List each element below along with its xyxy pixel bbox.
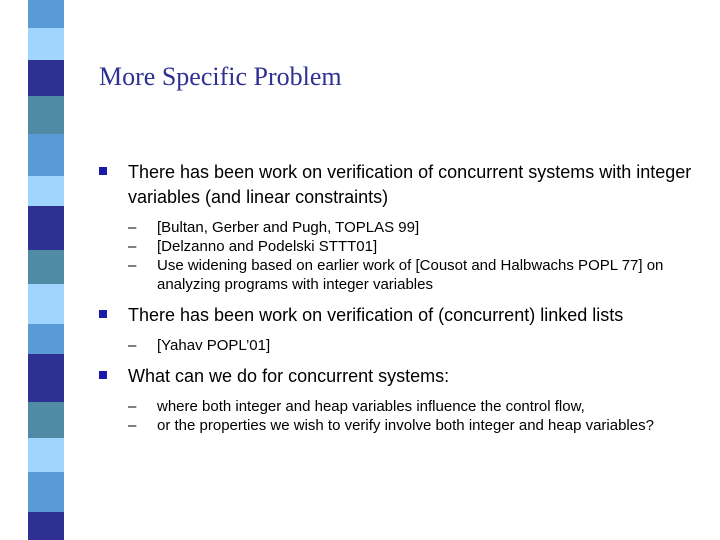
dash-icon: – [128,219,137,236]
bullet-item [99,364,699,435]
dash-icon: – [128,398,137,415]
square-bullet-icon [99,310,107,318]
decorative-color-strip [28,0,64,540]
sub-bullet: – [Delzanno and Podelski STTT01] [128,238,378,255]
slide-title: More Specific Problem [99,62,342,91]
sub-bullet: – [Yahav POPL’01] [128,337,271,354]
dash-icon: – [128,337,137,354]
bullet-item [99,303,699,355]
bullet-text: There has been work on verification of concurrent systems with integer variables (and linear constraints) [128,162,692,207]
sub-bullet: – or the properties we wish to verify involve both integer and heap variables? [128,417,654,434]
dash-icon: – [128,417,137,434]
sub-bullet: – [Bultan, Gerber and Pugh, TOPLAS 99] [128,219,420,236]
bullet-text: What can we do for concurrent systems: [128,366,450,386]
sub-bullet: – Use widening based on earlier work of [Cousot and Halbwachs POPL 77] on analyzing programs with integer variables [128,257,664,293]
dash-icon: – [128,257,137,274]
square-bullet-icon [99,371,107,379]
dash-icon: – [128,238,137,255]
bullet-item [99,160,699,294]
sub-bullet: – where both integer and heap variables influence the control flow, [128,398,585,415]
bullet-text: There has been work on verification of (concurrent) linked lists [128,305,624,325]
slide-content [99,160,699,435]
square-bullet-icon [99,167,107,175]
